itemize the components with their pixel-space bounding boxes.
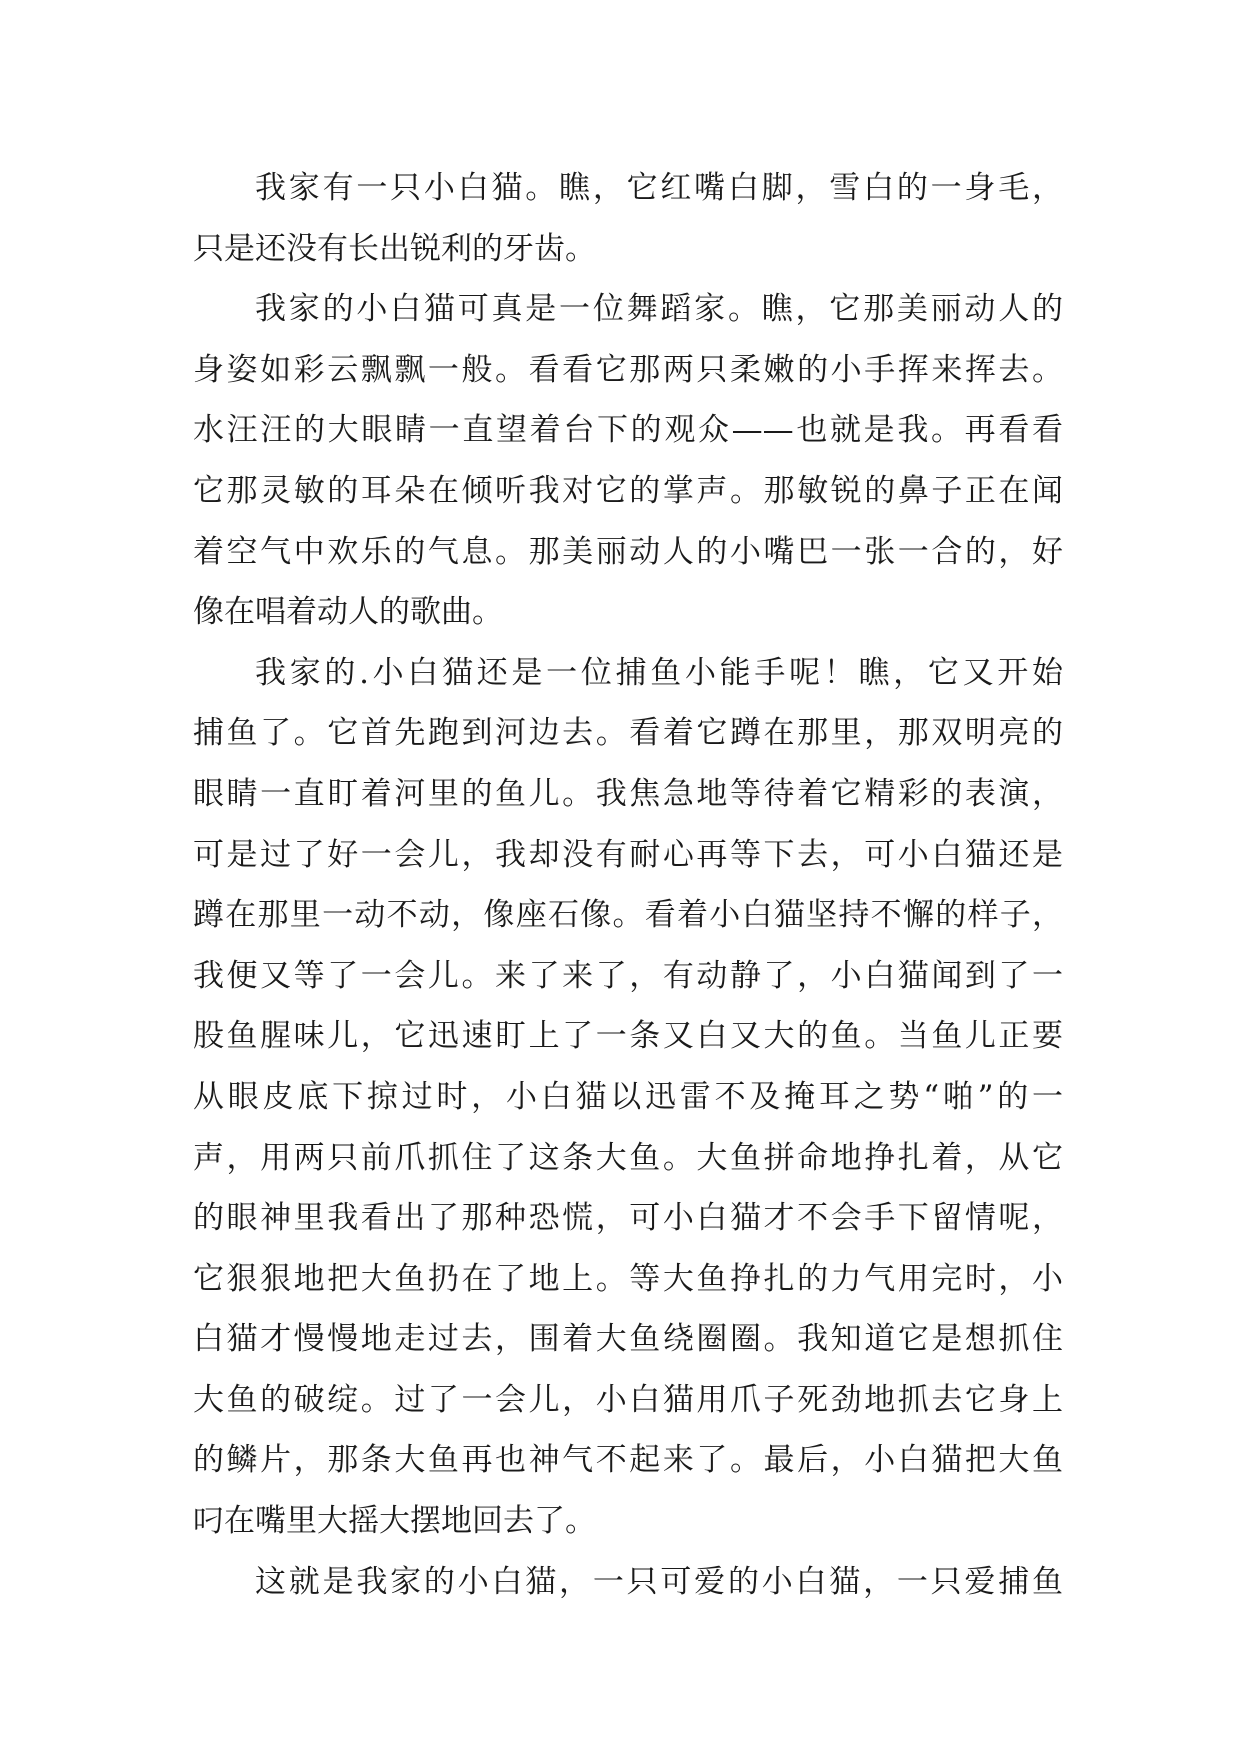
text-line: 身姿如彩云飘飘一般。看看它那两只柔嫩的小手挥来挥去。: [193, 351, 1063, 388]
paragraph-3: [193, 643, 1063, 1552]
text-line: 的眼神里我看出了那种恐慌，可小白猫才不会手下留情呢，: [193, 1200, 1063, 1237]
text-line: 捕鱼了。它首先跑到河边去。看着它蹲在那里，那双明亮的: [193, 715, 1063, 752]
text-line: 白猫才慢慢地走过去，围着大鱼绕圈圈。我知道它是想抓住: [193, 1321, 1063, 1358]
text-line: 声，用两只前爪抓住了这条大鱼。大鱼拼命地挣扎着，从它: [193, 1139, 1063, 1176]
text-line: 大鱼的破绽。过了一会儿，小白猫用爪子死劲地抓去它身上: [193, 1381, 1063, 1418]
text-line: 我家的.小白猫还是一位捕鱼小能手呢！瞧，它又开始: [255, 654, 1063, 691]
text-line: 眼睛一直盯着河里的鱼儿。我焦急地等待着它精彩的表演，: [193, 775, 1063, 812]
text-line: 我便又等了一会儿。来了来了，有动静了，小白猫闻到了一: [193, 957, 1063, 994]
text-line: 着空气中欢乐的气息。那美丽动人的小嘴巴一张一合的，好: [193, 533, 1063, 570]
text-line: 蹲在那里一动不动，像座石像。看着小白猫坚持不懈的样子，: [193, 897, 1063, 934]
text-line: 我家有一只小白猫。瞧，它红嘴白脚，雪白的一身毛，: [255, 170, 1063, 206]
paragraph-4: [193, 1552, 1063, 1613]
text-line: 它狠狠地把大鱼扔在了地上。等大鱼挣扎的力气用完时，小: [193, 1260, 1063, 1297]
text-line: 这就是我家的小白猫，一只可爱的小白猫，一只爱捕鱼: [255, 1563, 1063, 1600]
text-line: 我家的小白猫可真是一位舞蹈家。瞧，它那美丽动人的: [255, 291, 1063, 328]
text-line: 的鳞片，那条大鱼再也神气不起来了。最后，小白猫把大鱼: [193, 1442, 1063, 1479]
text-line: 只是还没有长出锐利的牙齿。: [193, 230, 596, 267]
text-line: 它那灵敏的耳朵在倾听我对它的掌声。那敏锐的鼻子正在闻: [193, 472, 1063, 509]
text-line: 可是过了好一会儿，我却没有耐心再等下去，可小白猫还是: [193, 836, 1063, 873]
paragraph-1: [193, 158, 1063, 279]
text-line: 叼在嘴里大摇大摆地回去了。: [193, 1503, 596, 1540]
text-line: 水汪汪的大眼睛一直望着台下的观众——也就是我。再看看: [193, 412, 1063, 449]
text-line: 股鱼腥味儿，它迅速盯上了一条又白又大的鱼。当鱼儿正要: [193, 1018, 1063, 1055]
article-body: [193, 158, 1063, 1612]
text-line: 像在唱着动人的歌曲。: [193, 594, 503, 631]
text-line: 从眼皮底下掠过时，小白猫以迅雷不及掩耳之势“啪”的一: [193, 1078, 1063, 1115]
paragraph-2: [193, 279, 1063, 643]
